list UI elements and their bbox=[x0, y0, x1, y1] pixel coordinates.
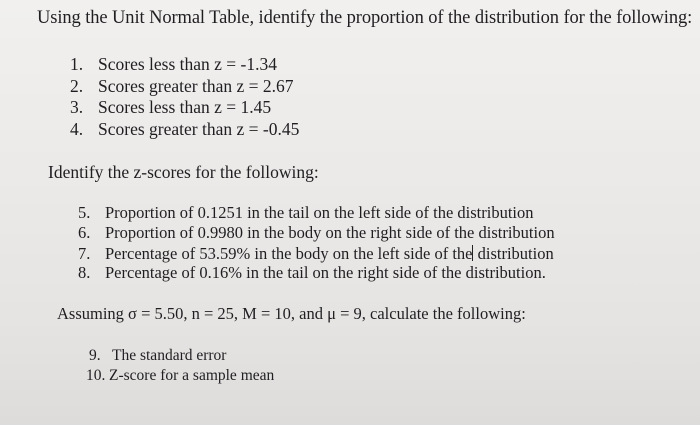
list-item-number: 7. bbox=[78, 244, 91, 263]
list-item-number: 6. bbox=[78, 223, 91, 242]
list-item-number: 4. bbox=[70, 119, 84, 139]
list-item-number: 9. bbox=[89, 347, 101, 364]
section-heading-assumptions: Assuming σ = 5.50, n = 25, M = 10, and μ = 9, calculate the following: bbox=[57, 304, 526, 323]
list-item-text: Scores greater than z = -0.45 bbox=[98, 119, 300, 139]
list-item-text: The standard error bbox=[112, 347, 227, 364]
list-item-6 bbox=[78, 225, 555, 242]
list-item-2 bbox=[70, 78, 294, 96]
list-item-9 bbox=[89, 348, 226, 364]
list-item-text-part-2: distribution bbox=[473, 244, 554, 263]
document-title: Using the Unit Normal Table, identify the proportion of the distribution for the following: bbox=[37, 8, 693, 28]
list-item-text: Percentage of 0.16% in the tail on the right side of the distribution. bbox=[105, 263, 546, 282]
list-item-text: Scores less than z = -1.34 bbox=[98, 54, 277, 74]
list-item-number: 8. bbox=[78, 263, 91, 282]
list-item-text: Scores less than z = 1.45 bbox=[98, 97, 272, 117]
list-item-number: 1. bbox=[70, 54, 84, 74]
list-item-number: 10. bbox=[86, 367, 106, 384]
list-item-3 bbox=[70, 99, 271, 117]
list-item-number: 3. bbox=[70, 97, 84, 117]
list-item-8 bbox=[78, 265, 546, 282]
list-item-1 bbox=[70, 56, 277, 74]
list-item-text: Proportion of 0.9980 in the body on the right side of the distribution bbox=[105, 223, 555, 242]
section-heading-zscores: Identify the z-scores for the following: bbox=[48, 162, 319, 182]
list-item-7 bbox=[78, 245, 554, 263]
list-item-5 bbox=[78, 205, 533, 222]
list-item-text-part-1: Percentage of 53.59% in the body on the left side of the bbox=[105, 244, 473, 263]
list-item-number: 2. bbox=[70, 76, 84, 96]
list-item-4 bbox=[70, 121, 299, 139]
list-item-text: Z-score for a sample mean bbox=[109, 367, 275, 384]
list-item-number: 5. bbox=[78, 203, 91, 222]
list-item-text: Scores greater than z = 2.67 bbox=[98, 76, 294, 96]
list-item-10 bbox=[86, 368, 274, 384]
list-item-text: Proportion of 0.1251 in the tail on the left side of the distribution bbox=[105, 203, 534, 222]
